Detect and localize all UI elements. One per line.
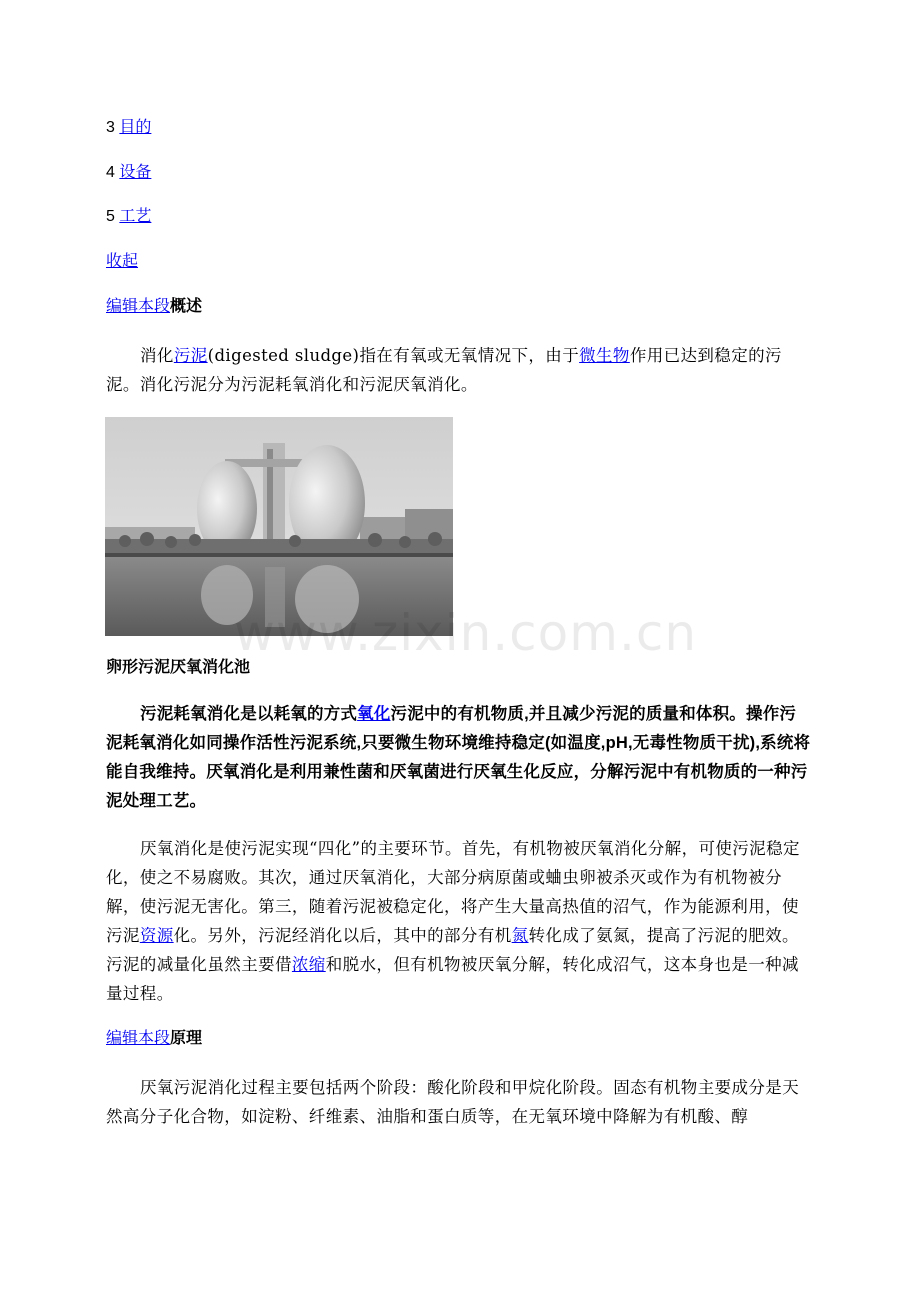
text-run: 消化 xyxy=(140,346,174,365)
text-run: 作用已达到稳定的污泥。消化污泥分为污泥耗氧消化和污泥厌氧消化。 xyxy=(106,346,782,394)
toc-item-equipment xyxy=(106,163,151,183)
text-run: 厌氧污泥消化过程主要包括两个阶段：酸化阶段和甲烷化阶段。固态有机物主要成分是天然高分子化合物，如淀粉、纤维素、油脂和蛋白质等，在无氧环境中降解为有机酸、醇 xyxy=(106,1078,800,1126)
paragraph-aerobic-digestion xyxy=(106,700,812,816)
toc-number: 5 xyxy=(106,208,115,225)
toc-link-purpose[interactable]: 目的 xyxy=(119,119,152,136)
photo-caption: 卵形污泥厌氧消化池 xyxy=(106,659,251,676)
collapse-link[interactable]: 收起 xyxy=(106,253,139,270)
link-nitrogen[interactable]: 氮 xyxy=(511,926,529,945)
section-title: 原理 xyxy=(170,1030,203,1047)
link-resource[interactable]: 资源 xyxy=(139,926,174,945)
paragraph-four-goals xyxy=(106,834,812,1008)
text-run: 和脱水，但有机物被厌氧分解，转化成沼气，这本身也是一种减量过程。 xyxy=(106,955,799,1003)
toc-item-process xyxy=(106,207,151,227)
text-run: 污泥耗氧消化是以耗氧的方式 xyxy=(140,705,358,723)
paragraph-definition xyxy=(106,341,812,399)
collapse-row xyxy=(106,252,138,272)
toc-link-process[interactable]: 工艺 xyxy=(119,208,152,225)
text-run: (digested sludge)指在有氧或无氧情况下，由于 xyxy=(207,346,580,365)
text-run: 转化成了氨氮，提高了污泥的肥效。污泥的减量化虽然主要借 xyxy=(106,926,799,974)
toc-item-purpose xyxy=(106,118,151,138)
link-oxidation[interactable]: 氧化 xyxy=(357,705,391,723)
digester-photo xyxy=(105,417,453,636)
link-microorganism[interactable]: 微生物 xyxy=(579,346,630,365)
toc-number: 3 xyxy=(106,119,115,136)
text-run: 厌氧消化是使污泥实现“四化”的主要环节。首先，有机物被厌氧消化分解，可使污泥稳定化，使之不易腐败。其次，通过厌氧消化，大部分病原菌或蛐虫卵被杀灭或作为有机物被分解，使污泥无害化。第三，随着污泥被稳定化，将产生大量高热值的沼气，作为能源利用，使污泥 xyxy=(106,839,800,945)
section-title: 概述 xyxy=(170,298,203,315)
edit-section-link[interactable]: 编辑本段 xyxy=(106,298,171,315)
edit-section-link[interactable]: 编辑本段 xyxy=(106,1030,171,1047)
section-heading-overview xyxy=(106,297,202,317)
toc-link-equipment[interactable]: 设备 xyxy=(119,164,152,181)
section-heading-principle xyxy=(106,1029,202,1049)
paragraph-principle xyxy=(106,1073,812,1131)
watermark-text: www.zixin.com.cn xyxy=(234,604,698,662)
link-sludge[interactable]: 污泥 xyxy=(173,346,208,365)
text-run: 污泥中的有机物质,并且减少污泥的质量和体积。操作污泥耗氧消化如同操作活性污泥系统,只要微生物环境维持稳定(如温度,pH,无毒性物质干扰),系统将能自我维持。厌氧消化是利用兼性菌和厌氧菌进行厌氧生化反应，分解污泥中有机物质的一种污泥处理工艺。 xyxy=(106,705,811,810)
text-run: 化。另外，污泥经消化以后，其中的部分有机 xyxy=(173,926,512,945)
toc-number: 4 xyxy=(106,164,115,181)
link-thickening[interactable]: 浓缩 xyxy=(291,955,326,974)
